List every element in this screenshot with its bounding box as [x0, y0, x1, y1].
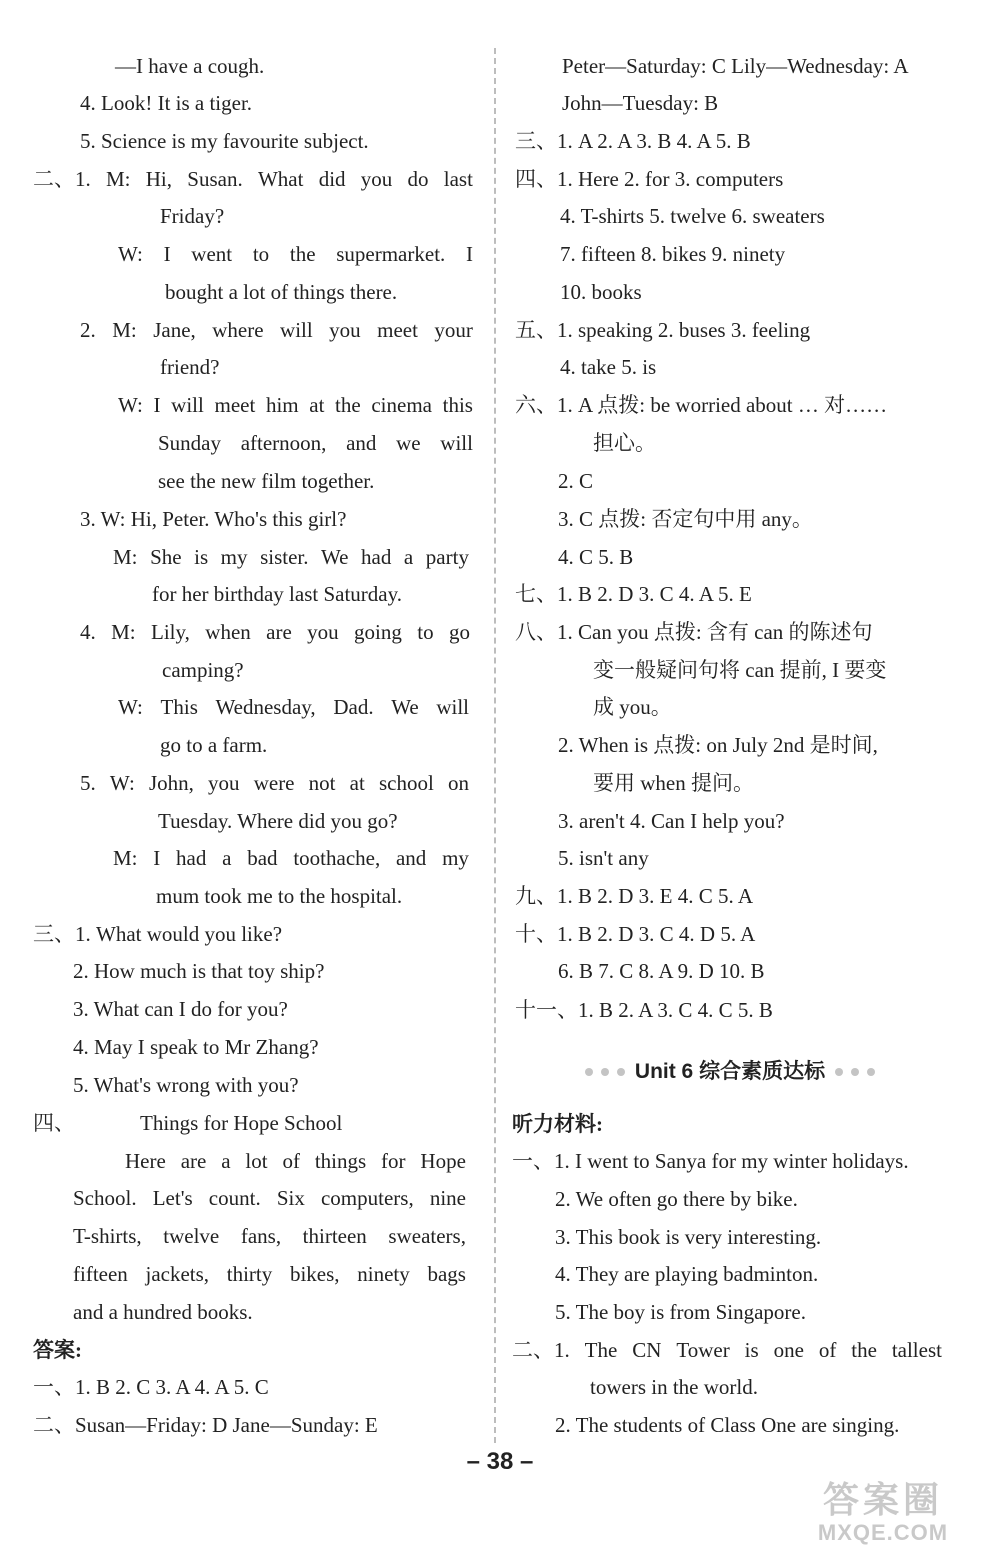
word: Wednesday,: [215, 695, 316, 719]
word: of: [818, 1338, 837, 1362]
word: The: [584, 1338, 618, 1362]
left-line: [113, 845, 469, 871]
left-line: 5. Science is my favourite subject.: [80, 129, 369, 153]
dot-icon: [617, 1068, 625, 1076]
word: you: [360, 167, 393, 191]
left-line: [118, 392, 473, 418]
word: the: [851, 1338, 877, 1362]
word: M:: [106, 167, 131, 191]
left-line: [113, 544, 469, 570]
word: Jane,: [153, 318, 196, 342]
word: W:: [118, 695, 143, 719]
word: were: [253, 771, 295, 795]
word: will: [280, 318, 313, 342]
word: sweaters,: [388, 1224, 466, 1248]
right-line: 2. The students of Class One are singing.: [555, 1413, 900, 1437]
left-line: and a hundred books.: [73, 1300, 253, 1324]
left-line: Friday?: [160, 204, 225, 228]
left-line: [118, 241, 473, 267]
word: bags: [427, 1262, 466, 1286]
right-line: 4. T-shirts 5. twelve 6. sweaters: [560, 204, 825, 228]
right-line: 3. This book is very interesting.: [555, 1225, 822, 1249]
word: She: [150, 545, 182, 569]
word: Here: [125, 1149, 166, 1173]
word: Dad.: [333, 695, 374, 719]
word: jackets,: [145, 1262, 210, 1286]
left-line: see the new film together.: [158, 469, 375, 493]
right-line: 一、1. I went to Sanya for my winter holidays.: [512, 1149, 909, 1173]
word: thirty: [226, 1262, 273, 1286]
word: School.: [73, 1186, 137, 1210]
word: Susan.: [187, 167, 243, 191]
right-line: 六、1. A 点拨: be worried about … 对……: [515, 393, 888, 417]
word: one: [773, 1338, 804, 1362]
word: M:: [111, 620, 136, 644]
right-line: 担心。: [593, 431, 656, 455]
word: Tower: [676, 1338, 730, 1362]
right-line: 4. C 5. B: [558, 545, 634, 569]
word: had: [176, 846, 207, 870]
word: John,: [148, 771, 194, 795]
dot-icon: [851, 1068, 859, 1076]
word: to: [417, 620, 434, 644]
right-line: 2. C: [558, 469, 594, 493]
word: last: [443, 167, 473, 191]
word: 4.: [80, 620, 96, 644]
right-line: 4. They are playing badminton.: [555, 1262, 819, 1286]
word: the: [335, 393, 361, 417]
word: We: [321, 545, 349, 569]
word: T-shirts,: [73, 1224, 142, 1248]
word: What: [257, 167, 304, 191]
word: bad: [247, 846, 278, 870]
word: sister.: [260, 545, 309, 569]
word: twelve: [163, 1224, 220, 1248]
right-line: John—Tuesday: B: [562, 91, 719, 115]
right-line: 2. When is 点拨: on July 2nd 是时间,: [558, 733, 878, 757]
right-line: 10. books: [560, 280, 642, 304]
word: I: [465, 242, 473, 266]
word: Hope: [420, 1149, 466, 1173]
word: at: [349, 771, 365, 795]
word: did: [318, 167, 346, 191]
right-line: 七、1. B 2. D 3. C 4. A 5. E: [515, 582, 752, 606]
word: Sunday: [158, 431, 221, 455]
word: my: [220, 545, 248, 569]
left-line: bought a lot of things there.: [165, 280, 398, 304]
word: thirteen: [302, 1224, 367, 1248]
word: you: [307, 620, 339, 644]
word: my: [442, 846, 469, 870]
right-line: 要用 when 提问。: [593, 771, 754, 795]
left-line: Things for Hope School: [140, 1111, 343, 1135]
left-line: —I have a cough.: [115, 54, 265, 78]
left-line: [125, 1148, 466, 1174]
word: count.: [208, 1186, 261, 1210]
word: him: [265, 393, 299, 417]
word: will: [440, 431, 473, 455]
word: I: [153, 393, 161, 417]
left-line: 四、: [33, 1111, 75, 1135]
word: are: [266, 620, 292, 644]
left-line: mum took me to the hospital.: [156, 884, 403, 908]
word: and: [395, 846, 427, 870]
left-line: 3. What can I do for you?: [73, 997, 288, 1021]
right-line: 四、1. Here 2. for 3. computers: [515, 167, 784, 191]
word: We: [391, 695, 419, 719]
left-line: [33, 166, 473, 192]
left-line: 答案:: [33, 1338, 82, 1362]
word: is: [744, 1338, 759, 1362]
unit-title: [560, 1055, 900, 1085]
page-number: – 38 –: [466, 1448, 534, 1475]
left-line: 2. How much is that toy ship?: [73, 959, 325, 983]
left-line: [80, 619, 470, 645]
word: school: [378, 771, 434, 795]
word: a: [221, 1149, 231, 1173]
word: tallest: [891, 1338, 942, 1362]
word: for: [381, 1149, 406, 1173]
watermark-top: 答案圈: [822, 1479, 943, 1520]
word: cinema: [371, 393, 432, 417]
word: of: [282, 1149, 300, 1173]
word: 2.: [80, 318, 96, 342]
word: a: [403, 545, 414, 569]
dot-icon: [601, 1068, 609, 1076]
word: lot: [245, 1149, 268, 1173]
word: fans,: [240, 1224, 282, 1248]
right-line: Peter—Saturday: C Lily—Wednesday: A: [562, 54, 909, 78]
word: is: [194, 545, 209, 569]
word: W:: [109, 771, 135, 795]
word: the: [289, 242, 316, 266]
word: meet: [377, 318, 418, 342]
word: at: [309, 393, 325, 417]
right-line: towers in the world.: [590, 1375, 758, 1399]
left-line: 4. May I speak to Mr Zhang?: [73, 1035, 319, 1059]
word: your: [434, 318, 473, 342]
left-line: [80, 317, 473, 343]
word: I: [163, 242, 171, 266]
left-line: Tuesday. Where did you go?: [158, 809, 398, 833]
right-line: 3. C 点拨: 否定句中用 any。: [558, 507, 813, 531]
word: are: [180, 1149, 207, 1173]
word: 二、1.: [512, 1338, 570, 1362]
word: you: [208, 771, 240, 795]
word: and: [346, 431, 377, 455]
right-line: 5. isn't any: [558, 846, 649, 870]
word: CN: [632, 1338, 662, 1362]
left-line: 三、1. What would you like?: [33, 922, 283, 946]
left-line: [73, 1185, 466, 1211]
right-line: 6. B 7. C 8. A 9. D 10. B: [558, 959, 765, 983]
left-line: [158, 430, 473, 456]
word: will: [171, 393, 204, 417]
left-line: friend?: [160, 355, 220, 379]
word: fifteen: [73, 1262, 128, 1286]
word: when: [205, 620, 251, 644]
right-line: 十一、1. B 2. A 3. C 4. C 5. B: [515, 998, 773, 1022]
right-line: 九、1. B 2. D 3. E 4. C 5. A: [515, 884, 754, 908]
word: afternoon,: [240, 431, 327, 455]
word: bikes,: [289, 1262, 340, 1286]
word: Hi,: [145, 167, 173, 191]
word: where: [212, 318, 264, 342]
word: W:: [118, 393, 143, 417]
word: M:: [113, 846, 138, 870]
word: things: [314, 1149, 367, 1173]
word: go: [448, 620, 470, 644]
left-line: 4. Look! It is a tiger.: [80, 91, 253, 115]
right-line: 五、1. speaking 2. buses 3. feeling: [515, 318, 811, 342]
word: W:: [118, 242, 143, 266]
right-line: 十、1. B 2. D 3. C 4. D 5. A: [515, 922, 756, 946]
left-line: 一、1. B 2. C 3. A 4. A 5. C: [33, 1375, 269, 1399]
left-line: [118, 694, 469, 720]
right-line: 5. The boy is from Singapore.: [555, 1300, 806, 1324]
right-line: 三、1. A 2. A 3. B 4. A 5. B: [515, 129, 751, 153]
left-line: [73, 1261, 466, 1287]
word: we: [396, 431, 421, 455]
right-line: 成 you。: [593, 695, 672, 719]
right-line: [512, 1337, 942, 1363]
word: M:: [113, 545, 138, 569]
word: Let's: [152, 1186, 193, 1210]
unit-title-text: Unit 6 综合素质达标: [634, 1060, 826, 1083]
left-line: for her birthday last Saturday.: [152, 582, 402, 606]
word: 二、1.: [33, 167, 91, 191]
word: on: [447, 771, 469, 795]
dot-icon: [585, 1068, 593, 1076]
word: This: [160, 695, 198, 719]
word: party: [425, 545, 469, 569]
left-line: 二、Susan—Friday: D Jane—Sunday: E: [33, 1413, 378, 1437]
word: supermarket.: [336, 242, 446, 266]
left-line: go to a farm.: [160, 733, 268, 757]
word: will: [436, 695, 469, 719]
dot-icon: [867, 1068, 875, 1076]
left-line: [80, 770, 469, 796]
left-line: 5. What's wrong with you?: [73, 1073, 299, 1097]
word: nine: [429, 1186, 466, 1210]
word: a: [222, 846, 232, 870]
right-line: 7. fifteen 8. bikes 9. ninety: [560, 242, 786, 266]
right-line: 听力材料:: [512, 1112, 603, 1136]
word: went: [191, 242, 233, 266]
word: had: [361, 545, 392, 569]
left-line: 3. W: Hi, Peter. Who's this girl?: [80, 507, 347, 531]
word: 5.: [80, 771, 96, 795]
right-line: 4. take 5. is: [560, 355, 657, 379]
word: going: [354, 620, 402, 644]
word: Six: [276, 1186, 305, 1210]
word: not: [308, 771, 336, 795]
watermark-bottom: MXQE.COM: [817, 1520, 949, 1545]
watermark-logo: [778, 1480, 988, 1552]
word: to: [252, 242, 270, 266]
word: meet: [214, 393, 256, 417]
right-line: 2. We often go there by bike.: [555, 1187, 798, 1211]
word: do: [407, 167, 429, 191]
right-line: 变一般疑问句将 can 提前, I 要变: [593, 658, 887, 682]
dot-icon: [835, 1068, 843, 1076]
word: this: [442, 393, 473, 417]
word: I: [153, 846, 161, 870]
word: Lily,: [151, 620, 190, 644]
left-line: [73, 1223, 466, 1249]
right-line: 八、1. Can you 点拨: 含有 can 的陈述句: [515, 620, 873, 644]
column-divider: [494, 48, 496, 1443]
word: ninety: [357, 1262, 410, 1286]
word: you: [329, 318, 361, 342]
left-line: camping?: [162, 658, 244, 682]
word: M:: [112, 318, 137, 342]
word: toothache,: [293, 846, 381, 870]
right-line: 3. aren't 4. Can I help you?: [558, 809, 785, 833]
word: computers,: [320, 1186, 414, 1210]
